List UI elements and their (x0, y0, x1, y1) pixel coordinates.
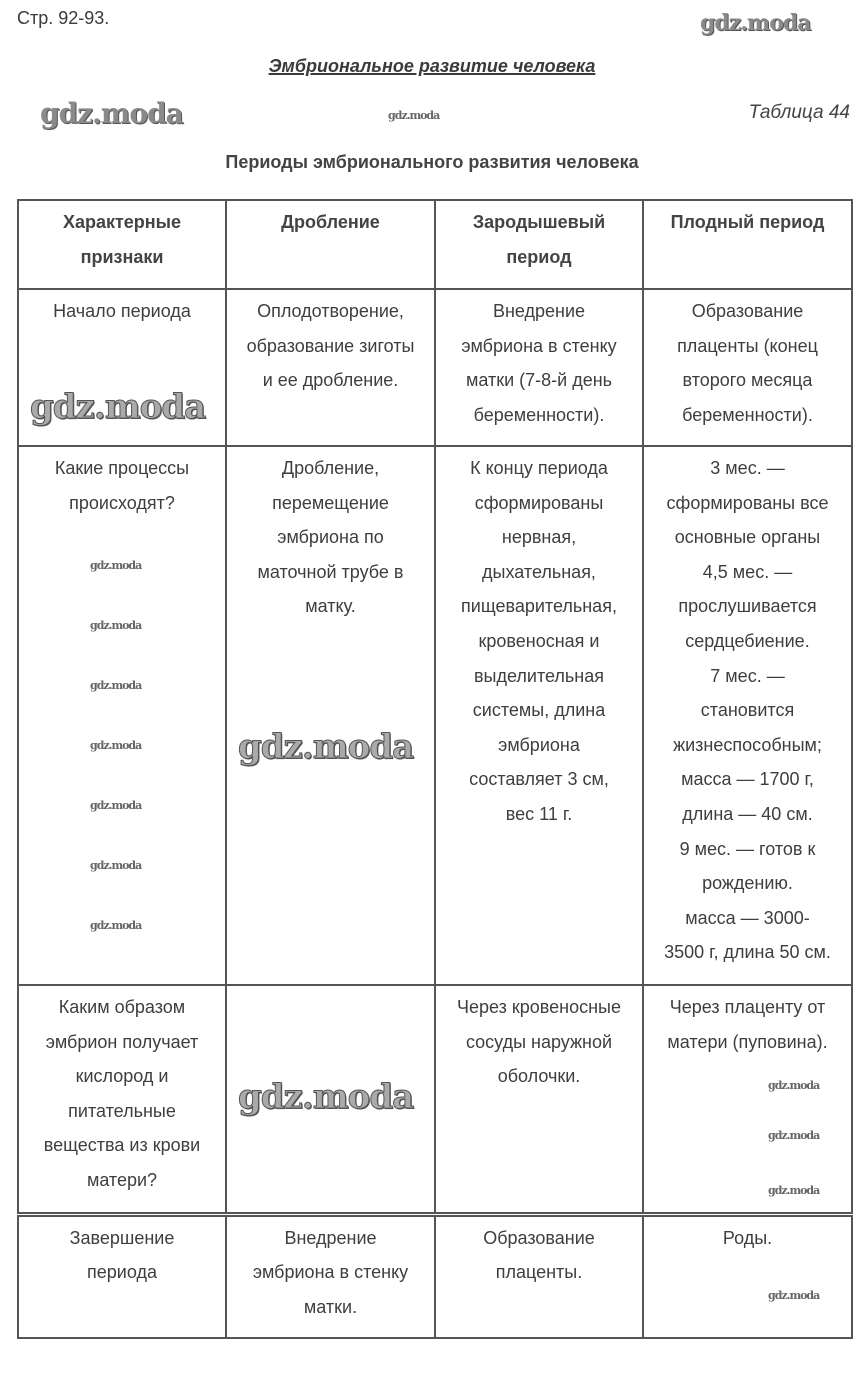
watermark: gdz.moda (238, 727, 414, 767)
embryo-periods-table (17, 199, 853, 1339)
table-row (18, 985, 852, 1214)
watermark: gdz.moda (90, 559, 142, 572)
table-row (18, 289, 852, 446)
header-fetal-period: Плодный период (643, 200, 852, 289)
table-cell: Через кровеносные сосуды наружной оболочки. (435, 985, 643, 1214)
table-cell: Дробление, перемещение эмбриона по маточной трубе в матку. (226, 446, 435, 985)
table-cell: Каким образом эмбрион получает кислород и питательные вещества из крови матери? (18, 985, 226, 1214)
table-caption: Периоды эмбрионального развития человека (225, 152, 639, 172)
watermark: gdz.moda (40, 97, 183, 130)
watermark: gdz.moda (768, 1184, 820, 1197)
table-row (18, 446, 852, 985)
watermark: gdz.moda (768, 1079, 820, 1092)
section-title: Эмбриональное развитие человека (268, 56, 596, 76)
watermark: gdz.moda (90, 679, 142, 692)
watermark: gdz.moda (30, 387, 206, 427)
watermark: gdz.moda (90, 859, 142, 872)
watermark: gdz.moda (90, 739, 142, 752)
watermark: gdz.moda (238, 1077, 414, 1117)
header-characteristics: Характерные признаки (18, 200, 226, 289)
watermark: gdz.moda (90, 919, 142, 932)
watermark: gdz.moda (90, 799, 142, 812)
table-cell: 3 мес. — сформированы все основные органы 4,5 мес. — прослушивается сердцебиение. 7 мес. — становится жизнеспособным; масса — 1700 г, длина — 40 см. 9 мес. — готов к рождению. масса — 3000- 3500 г, длина 50 см. (643, 446, 852, 985)
watermark: gdz.moda (388, 109, 440, 122)
page-reference: Стр. 92-93. (17, 8, 110, 28)
table-cell: Образование плаценты (конец второго месяца беременности). (643, 289, 852, 446)
table-cell: Образование плаценты. (435, 1214, 643, 1338)
watermark: gdz.moda (90, 619, 142, 632)
table-cell: Какие процессы происходят? (18, 446, 226, 985)
table-cell: Через плаценту от матери (пуповина). (643, 985, 852, 1214)
table-number: Таблица 44 (748, 102, 850, 123)
watermark: gdz.moda (700, 10, 811, 36)
table-cell: Внедрение эмбриона в стенку матки. (226, 1214, 435, 1338)
watermark: gdz.moda (768, 1289, 820, 1302)
table-cell: Внедрение эмбриона в стенку матки (7-8-й день беременности). (435, 289, 643, 446)
table-row (18, 1214, 852, 1338)
watermark: gdz.moda (768, 1129, 820, 1142)
table-cell: К концу периода сформированы нервная, дыхательная, пищеварительная, кровеносная и выделительная системы, длина эмбриона составляет 3 см, вес 11 г. (435, 446, 643, 985)
header-cleavage: Дробление (226, 200, 435, 289)
table-cell (226, 985, 435, 1214)
table-header-row (18, 200, 852, 289)
table-cell: Начало периода (18, 289, 226, 446)
table-cell: Роды. (643, 1214, 852, 1338)
header-embryonic-period: Зародышевый период (435, 200, 643, 289)
table-cell: Завершение периода (18, 1214, 226, 1338)
table-cell: Оплодотворение, образование зиготы и ее дробление. (226, 289, 435, 446)
